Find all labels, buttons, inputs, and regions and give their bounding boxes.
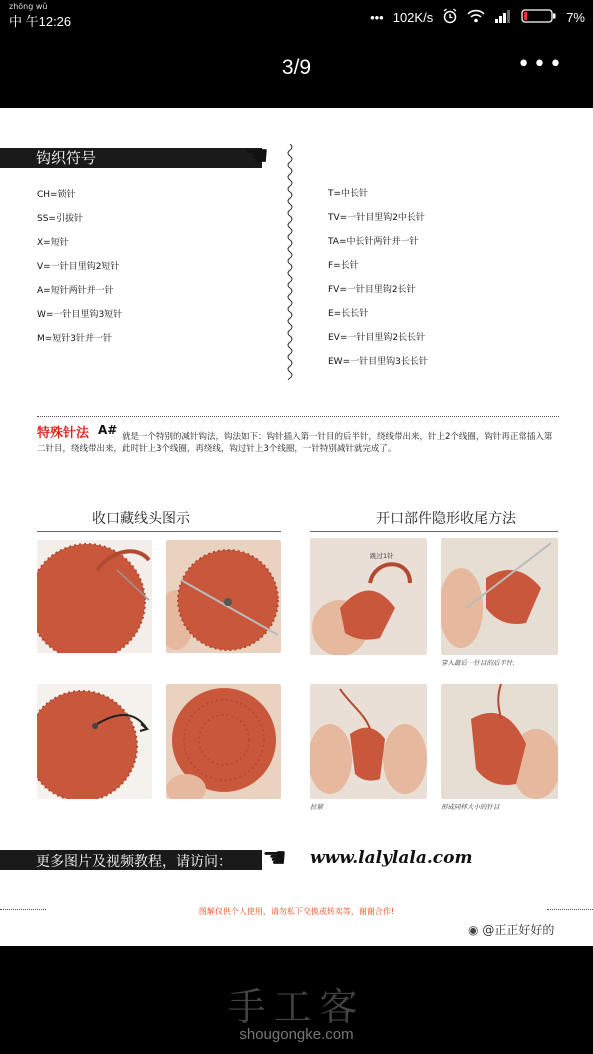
photo-ball-pulled-thread [37,540,152,653]
symbol-left-3: V=一针目里钩2短针 [37,262,120,272]
notification-dots: ••• [370,10,384,25]
footer-pointing-hand-icon: ☚ [262,841,288,874]
symbol-right-1: TV=一针目里钩2中长针 [328,213,425,223]
special-stitch-text: 就是一个特别的减针钩法，钩法如下：钩针插入第一针目的后半针，绕线带出来，针上2个线圈，钩针再正常插入第二针目，绕线带出来，此时针上3个线圈，再绕线，钩过针上3个线圈，一针特别减针就完成了。 [37,432,553,454]
section-left-underline [37,531,281,532]
battery-percent: 7% [566,10,585,25]
section-right-title: 开口部件隐形收尾方法 [376,511,516,527]
caption-back-loop: 穿入最后一针目的后半针. [441,659,515,667]
symbols-header-bar [0,148,262,168]
weibo-handle: @正正好好的 [482,923,555,937]
photo-finished-ball [166,684,281,799]
symbol-right-5: E=长长针 [328,309,369,319]
photo-pull-tight [310,684,427,799]
symbol-left-2: X=短针 [37,238,69,248]
photo-needle-back-loop [441,538,558,655]
photo-needle-through-ball [166,540,281,653]
symbol-left-4: A=短针两针并一针 [37,286,114,296]
photo-label-skip: 跳过1针 [370,552,394,560]
weibo-icon: ◉ [468,923,479,937]
time-pinyin: zhōng wǔ [9,2,48,11]
symbol-left-6: M=短针3针并一针 [37,334,113,344]
photo-ball-with-arrow [37,684,152,799]
symbol-right-4: FV=一针目里钩2长针 [328,285,416,295]
pointing-hand-icon: ☚ [244,139,270,172]
disclaimer-text: 图解仅供个人使用，请勿私下交换或转卖等，谢谢合作! [198,907,395,916]
footer-visit-text: 更多图片及视频教程，请访问： [36,854,232,870]
weibo-watermark [468,921,554,938]
special-stitch-symbol: A# [98,423,118,437]
brand-domain: shougongke.com [239,1026,354,1043]
wifi-icon [467,9,485,26]
page-indicator: 3/9 [281,56,312,79]
clock: 中 午12:26 [9,14,72,29]
section-left-title: 收口藏线头图示 [92,511,190,527]
network-speed: 102K/s [392,10,434,25]
photo-same-size-stitch [441,684,558,799]
symbol-left-0: CH=锁针 [37,190,76,200]
section-right-underline [310,531,558,532]
symbol-left-5: W=一针目里钩3短针 [37,310,123,320]
symbol-right-6: EV=一针目里钩2长长针 [328,333,426,343]
symbol-left-1: SS=引拔针 [37,214,83,224]
symbols-header-title: 钩织符号 [36,149,97,167]
symbol-right-2: TA=中长针两针并一针 [328,237,419,247]
wavy-divider [286,144,294,380]
viewer-top-bar [0,38,593,108]
signal-icon [494,9,512,26]
photo-skip-one-stitch [310,538,427,655]
symbol-right-0: T=中长针 [328,189,369,199]
symbol-right-7: EW=一针目里钩3长长针 [328,357,428,367]
more-menu-button[interactable]: ••• [517,52,565,77]
status-bar [0,0,593,38]
caption-pull-tight: 拉紧 [310,803,323,811]
brand-watermark: 手工客 [227,985,366,1029]
dotted-divider [37,416,559,417]
document-page[interactable] [0,108,593,946]
alarm-icon [442,8,458,27]
caption-same-size: 形成同样大小的针目 [441,803,500,811]
website-link[interactable]: www.lalylala.com [310,848,473,868]
bottom-watermark-area [0,946,593,1054]
special-stitch-title: 特殊针法 [37,426,90,441]
symbol-right-3: F=长针 [328,261,359,271]
battery-icon [521,9,557,26]
